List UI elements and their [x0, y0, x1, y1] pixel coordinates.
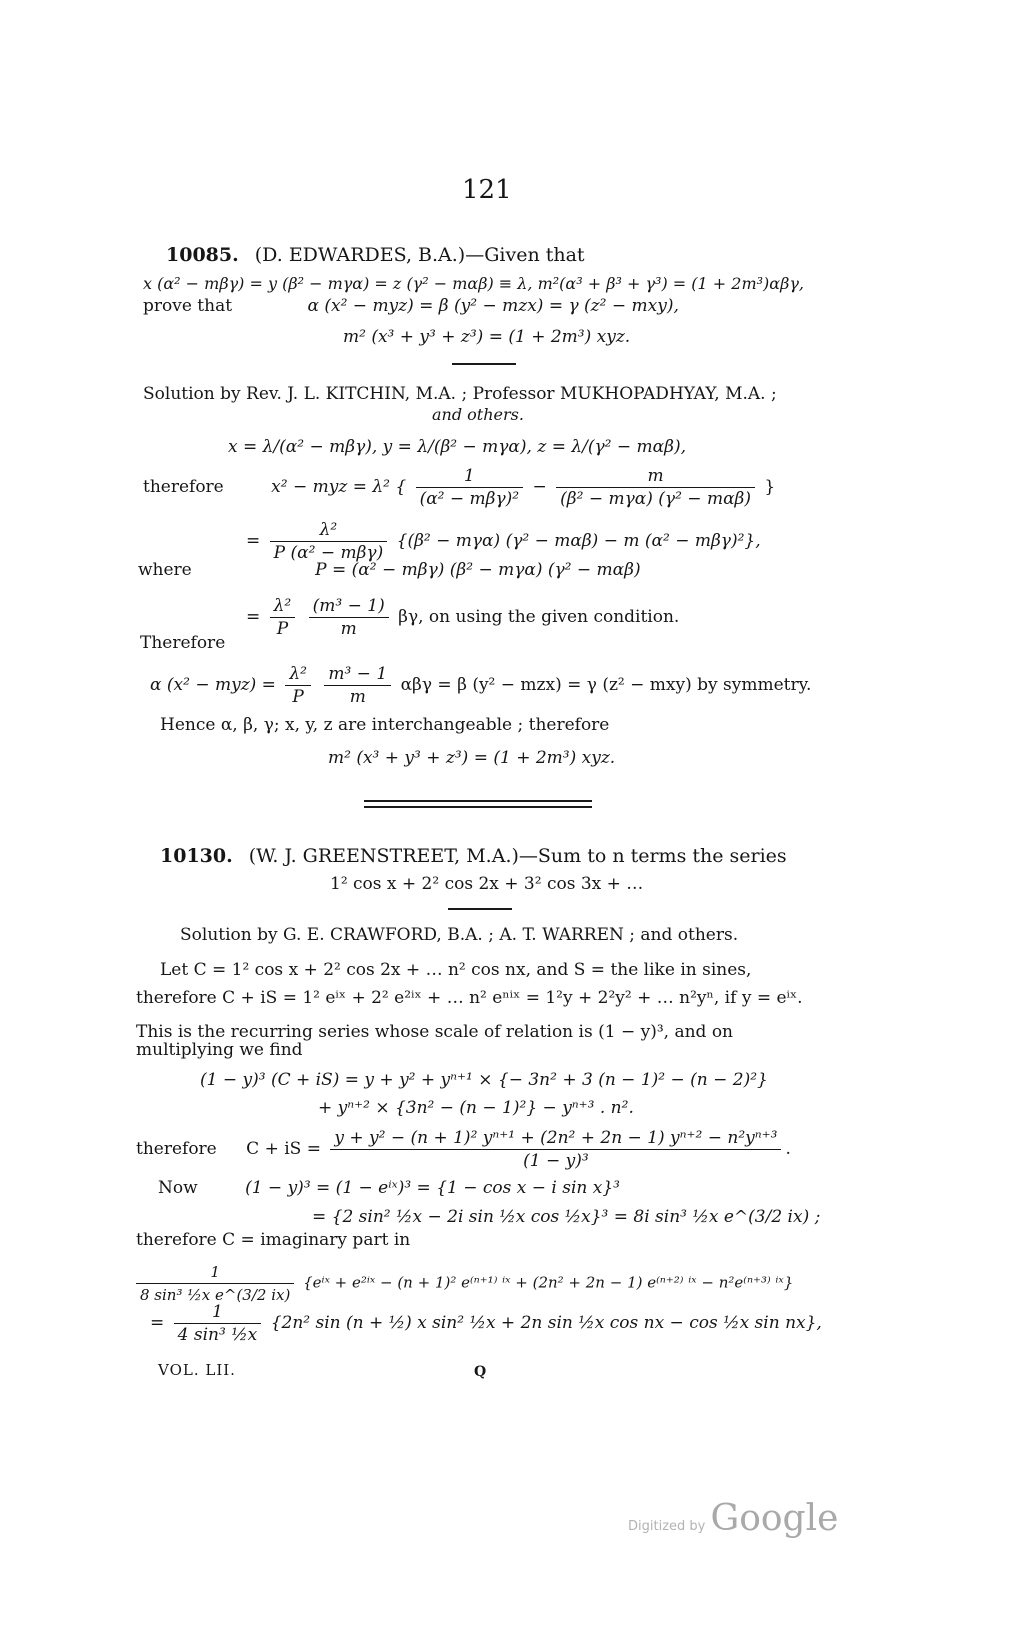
c-plus-is-line: therefore C + iS = 1² eⁱˣ + 2² e²ⁱˣ + … n² eⁿⁱˣ = 1²y + 2²y² + … n²yⁿ, if y = eⁱˣ. — [136, 988, 803, 1008]
prove-equation-2: m² (x³ + y³ + z³) = (1 + 2m³) xyz. — [343, 327, 631, 347]
fraction-one: $\frac{1}{\text{(α² − mβγ)²}}$ — [416, 466, 524, 509]
double-rule-top — [364, 800, 592, 802]
solution-credit-2: Solution by G. E. CRAWFORD, B.A. ; A. T. WARREN ; and others. — [180, 925, 739, 945]
lhs: x² − myz = λ² { — [271, 477, 407, 497]
fraction-lambda-p-3: $\frac{\text{λ²}}{P}$ — [285, 664, 311, 707]
google-logo: Google — [710, 1498, 839, 1539]
problem-number: 10130. — [160, 845, 233, 867]
let-c-line: Let C = 1² cos x + 2² cos 2x + … n² cos nx, and S = the like in sines, — [160, 960, 752, 980]
one-over-4sin3: $\frac{1}{\text{4 sin³ ½x}}$ — [174, 1302, 262, 1345]
fraction-lambda-p: $\frac{\text{λ²}}{\text{P (α² − mβγ)}}$ — [270, 520, 388, 563]
condition-text: βγ, on using the given condition. — [398, 607, 680, 627]
solution-credit: Solution by Rev. J. L. KITCHIN, M.A. ; Professor MUKHOPADHYAY, M.A. ; — [143, 384, 777, 404]
page-number: 121 — [462, 175, 512, 205]
prove-equation: α (x² − myz) = β (y² − mzx) = γ (z² − mxy), — [307, 296, 679, 316]
one-over-8sin3: $\frac{1}{\text{8 sin³ ½x e\textasciicircum{}(3/2 ix)}}$ — [136, 1262, 294, 1305]
problem-title: (D. EDWARDES, B.A.)—Given that — [254, 244, 585, 266]
c-plus-is-fraction-line: therefore C + iS = $\frac{\text{y + y² − (n + 1)² yⁿ⁺¹ + (2n² + 2n − 1) yⁿ⁺² − n²yⁿ⁺³}}{\text{(1 − y)³}}$ . — [136, 1128, 791, 1171]
bracket-expression: {(β² − mγα) (γ² − mαβ) − m (α² − mβγ)²}, — [396, 531, 761, 551]
therefore-heading: Therefore — [140, 633, 226, 653]
google-watermark — [628, 1498, 838, 1539]
prove-label: prove that — [143, 296, 233, 316]
final-result-2: = $\frac{1}{\text{4 sin³ ½x}}$ {2n² sin (n + ½) x sin² ½x + 2n sin ½x cos nx − cos ½x sin nx}, — [150, 1302, 822, 1345]
fraction-m3-2: $\frac{\text{m³ − 1}}{m}$ — [324, 664, 391, 707]
minus-sign: − — [532, 477, 547, 497]
imaginary-part-expression: $\frac{1}{\text{8 sin³ ½x e\textasciicircum{}(3/2 ix)}}$ {eⁱˣ + e²ⁱˣ − (n + 1)² e⁽ⁿ⁺¹⁾ ⁱˣ + (2n² + 2n − 1) e⁽ⁿ⁺²⁾ ⁱˣ − n²e⁽ⁿ⁺³⁾ ⁱˣ} — [132, 1262, 793, 1305]
double-rule-bottom — [364, 806, 592, 808]
problem-10085-heading — [166, 245, 585, 265]
symmetry-equation: α (x² − myz) = $\frac{\text{λ²}}{P}$ $\frac{\text{m³ − 1}}{m}$ αβγ = β (y² − mzx) = γ (z² − mxy) by symmetry. — [150, 664, 812, 707]
problem-number: 10085. — [166, 244, 239, 266]
equation-lambda-over-p: = $\frac{\text{λ²}}{\text{P (α² − mβγ)}}$ {(β² − mγα) (γ² − mαβ) − m (α² − mβγ)²}, — [246, 520, 761, 563]
given-condition: x (α² − mβγ) = y (β² − mγα) = z (γ² − mαβ) ≡ λ, m²(α³ + β³ + γ³) = (1 + 2m³)αβγ, — [143, 274, 804, 293]
equation-x2-myz — [143, 466, 775, 509]
fraction-m3: $\frac{\text{(m³ − 1)}}{m}$ — [309, 596, 389, 639]
problem-title: (W. J. GREENSTREET, M.A.)—Sum to n terms the series — [248, 845, 787, 867]
recurring-series-line: This is the recurring series whose scale of relation is (1 − y)³, and on — [136, 1022, 734, 1042]
expansion-line-2: + yⁿ⁺² × {3n² − (n − 1)²} − yⁿ⁺³ . n². — [318, 1098, 634, 1118]
fraction-m: $\frac{m}{\text{(β² − mγα) (γ² − mαβ)}}$ — [556, 466, 755, 509]
close-brace: } — [764, 477, 776, 497]
therefore-label: therefore — [143, 477, 224, 497]
p-definition: P = (α² − mβγ) (β² − mγα) (γ² − mαβ) — [315, 560, 641, 580]
short-divider — [452, 363, 516, 365]
multiplying-line: multiplying we find — [136, 1040, 303, 1060]
fraction-lambda-p-2: $\frac{\text{λ²}}{P}$ — [270, 596, 296, 639]
where-line: where P = (α² − mβγ) (β² − mγα) (γ² − mαβ) — [138, 560, 641, 580]
solution-credit-others: and others. — [432, 405, 524, 424]
volume-label: VOL. LII. — [158, 1361, 236, 1379]
series: 1² cos x + 2² cos 2x + 3² cos 3x + … — [330, 874, 644, 894]
short-divider-2 — [448, 908, 512, 910]
sine-expansion-line: = {2 sin² ½x − 2i sin ½x cos ½x}³ = 8i sin³ ½x e^(3/2 ix) ; — [312, 1207, 821, 1227]
symmetry-text: αβγ = β (y² − mzx) = γ (z² − mxy) by symmetry. — [400, 675, 812, 695]
expansion-line-1: (1 − y)³ (C + iS) = y + y² + yⁿ⁺¹ × {− 3n² + 3 (n − 1)² − (n − 2)²} — [200, 1070, 768, 1090]
equation-given-condition: = $\frac{\text{λ²}}{P}$ $\frac{\text{(m³ − 1)}}{m}$ βγ, on using the given condition. — [246, 596, 680, 639]
signature-mark: Q — [474, 1364, 487, 1380]
problem-10130-heading — [160, 846, 787, 866]
xyz-definitions: x = λ/(α² − mβγ), y = λ/(β² − mγα), z = λ/(γ² − mαβ), — [228, 437, 686, 457]
now-line: Now (1 − y)³ = (1 − eⁱˣ)³ = {1 − cos x − i sin x}³ — [158, 1178, 620, 1198]
imaginary-part-line: therefore C = imaginary part in — [136, 1230, 411, 1250]
prove-line — [143, 296, 679, 316]
digitized-by-text: Digitized by — [628, 1519, 706, 1534]
big-fraction: $\frac{\text{y + y² − (n + 1)² yⁿ⁺¹ + (2n² + 2n − 1) yⁿ⁺² − n²yⁿ⁺³}}{\text{(1 − y)³}}$ — [330, 1128, 781, 1171]
final-result-1: m² (x³ + y³ + z³) = (1 + 2m³) xyz. — [328, 748, 616, 768]
interchangeable-line: Hence α, β, γ; x, y, z are interchangeable ; therefore — [160, 715, 610, 735]
